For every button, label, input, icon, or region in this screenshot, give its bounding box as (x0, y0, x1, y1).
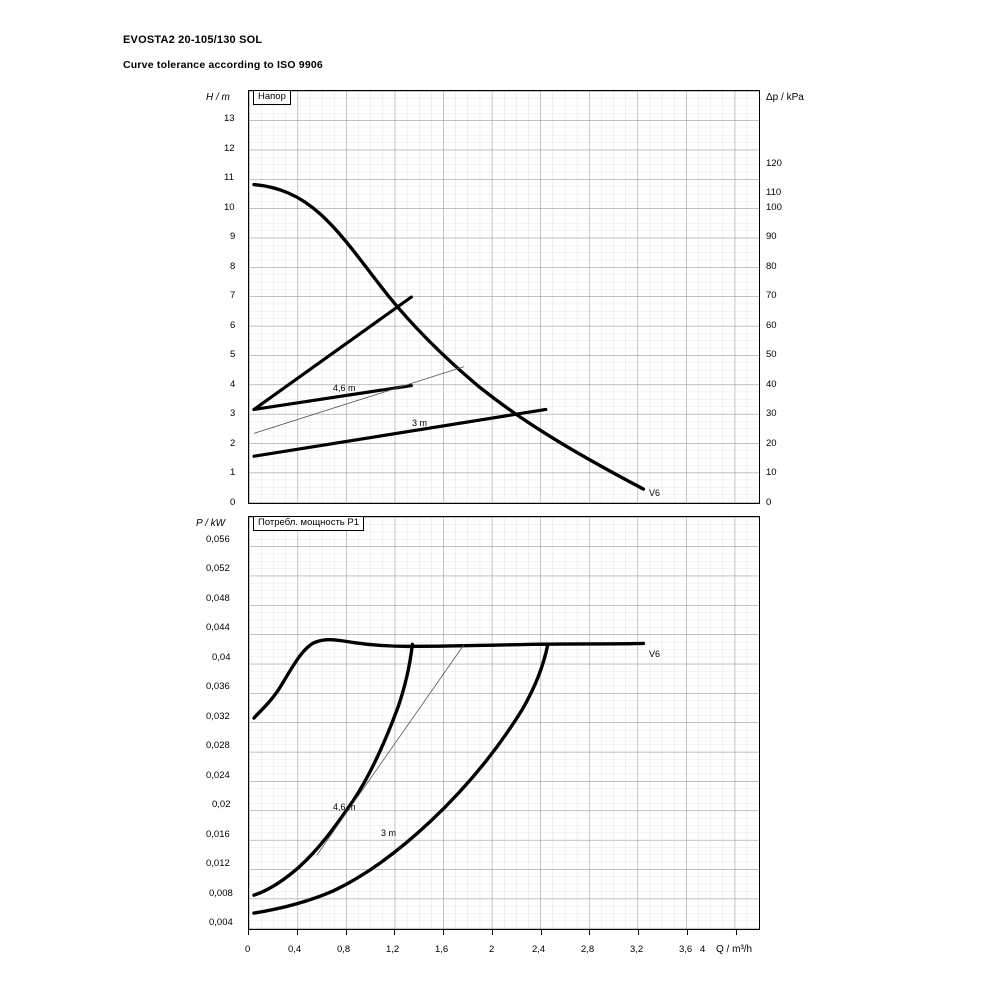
head-y2tick-80: 80 (766, 261, 777, 272)
head-ytick-13: 13 (224, 113, 235, 124)
power-ytick-0016: 0,016 (206, 829, 230, 840)
xtick-28: 2,8 (581, 944, 595, 955)
xtickmark-04 (297, 930, 298, 935)
head-ytick-7: 7 (230, 290, 236, 301)
head-y2tick-70: 70 (766, 290, 777, 301)
power-ytick-0012: 0,012 (206, 858, 230, 869)
head-chart-graphics (249, 91, 759, 503)
power-ytick-0048: 0,048 (206, 593, 230, 604)
power-curve-v6-label: V6 (649, 649, 661, 659)
head-curve-v6-label: V6 (649, 488, 661, 498)
power-ytick-0052: 0,052 (206, 563, 230, 574)
head-ytick-10: 10 (224, 202, 235, 213)
xtick-12: 1,2 (386, 944, 400, 955)
xtickmark-2 (492, 930, 493, 935)
power-ytick-002: 0,02 (212, 799, 231, 810)
head-ytick-11: 11 (224, 172, 234, 183)
xtick-04: 0,4 (288, 944, 302, 955)
head-y2tick-100: 100 (766, 202, 782, 213)
power-panel-label: Потребл. мощность P1 (253, 516, 364, 531)
xtick-16: 1,6 (435, 944, 449, 955)
power-ytick-0032: 0,032 (206, 711, 230, 722)
xtickmark-16 (443, 930, 444, 935)
head-y2tick-40: 40 (766, 379, 777, 390)
power-ytick-0044: 0,044 (206, 622, 230, 633)
xtickmark-28 (589, 930, 590, 935)
head-y2tick-30: 30 (766, 408, 777, 419)
head-y2-axis-title: Δp / kPa (766, 92, 804, 103)
xtick-08: 0,8 (337, 944, 351, 955)
page-subtitle: Curve tolerance according to ISO 9906 (123, 59, 323, 71)
power-ytick-0036: 0,036 (206, 681, 230, 692)
head-y2tick-0: 0 (766, 497, 772, 508)
xtick-32: 3,2 (630, 944, 644, 955)
power-ytick-0028: 0,028 (206, 740, 230, 751)
head-ytick-12: 12 (224, 143, 235, 154)
xtickmark-32 (638, 930, 639, 935)
head-ytick-5: 5 (230, 349, 236, 360)
head-y2tick-20: 20 (766, 438, 777, 449)
power-ytick-0056: 0,056 (206, 534, 230, 545)
head-ytick-9: 9 (230, 231, 236, 242)
head-curve-chart (248, 90, 760, 504)
power-ytick-0008: 0,008 (209, 888, 233, 899)
head-ytick-2: 2 (230, 438, 236, 449)
xtickmark-0 (248, 930, 249, 935)
xtickmark-36 (687, 930, 688, 935)
power-ytick-004: 0,04 (212, 652, 231, 663)
head-ytick-1: 1 (230, 467, 236, 478)
head-y2tick-60: 60 (766, 320, 777, 331)
xtickmark-08 (346, 930, 347, 935)
page-title: EVOSTA2 20-105/130 SOL (123, 34, 263, 46)
head-y2tick-90: 90 (766, 231, 777, 242)
head-ytick-3: 3 (230, 408, 236, 419)
head-ytick-0: 0 (230, 497, 236, 508)
xtick-36: 3,6 (679, 944, 693, 955)
head-panel-label: Напор (253, 90, 291, 105)
power-chart-graphics (249, 517, 759, 929)
head-y2tick-50: 50 (766, 349, 777, 360)
head-y2tick-10: 10 (766, 467, 777, 478)
xtick-24: 2,4 (532, 944, 546, 955)
head-ytick-6: 6 (230, 320, 236, 331)
head-y2tick-120: 120 (766, 158, 782, 169)
xtick-4: 4 (700, 944, 706, 955)
head-y2tick-110: 110 (766, 187, 782, 198)
x-axis-title: Q / m³/h (716, 944, 753, 955)
head-ytick-4: 4 (230, 379, 236, 390)
head-y-axis-title: H / m (206, 92, 230, 103)
power-ytick-0024: 0,024 (206, 770, 230, 781)
power-curve-chart (248, 516, 760, 930)
head-curve-46m-label: 4,6 m (333, 383, 356, 393)
head-curve-3m-label: 3 m (412, 418, 428, 428)
xtick-0: 0 (245, 944, 251, 955)
xtickmark-12 (394, 930, 395, 935)
xtickmark-4 (736, 930, 737, 935)
xtick-2: 2 (489, 944, 495, 955)
power-ytick-0004: 0,004 (209, 917, 233, 928)
power-curve-46m-label: 4,6 m (333, 802, 356, 812)
head-ytick-8: 8 (230, 261, 236, 272)
power-curve-3m-label: 3 m (381, 828, 397, 838)
power-y-axis-title: P / kW (196, 518, 226, 529)
xtickmark-24 (541, 930, 542, 935)
